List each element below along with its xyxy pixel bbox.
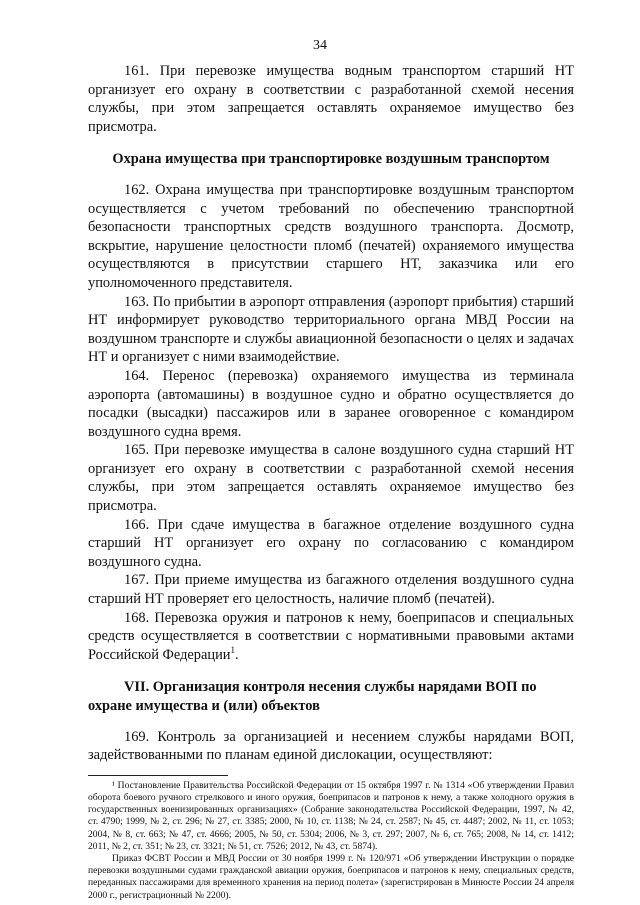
page-number: 34 [313,38,327,53]
footnotes [88,780,574,902]
footnote-reference: 1 [230,645,235,656]
paragraph-166: 166. При сдаче имущества в багажное отделение воздушного судна старший НТ организует его охрану по согласованию с командиром воздушного судна. [88,516,574,570]
paragraph-161: 161. При перевозке имущества водным транспортом старший НТ организует его охрану в соответствии с разработанной схемой несения службы, при этом запрещается оставлять охраняемое имущество без присмотра. [88,63,574,135]
paragraph-168-text: 168. Перевозка оружия и патронов к нему, боеприпасов и специальных средств осуществляется в соответствии с нормативными правовыми актами Российской Федерации [88,609,574,663]
footnote-1-continued: Приказ ФСВТ России и МВД России от 30 ноября 1999 г. № 120/971 «Об утверждении Инструкции о порядке перевозки воздушными судами гражданской авиации оружия, боеприпасов и патронов к нему, специальных средств, переданных пассажирами для временного хранения на период полета» (зарегистрирован в Минюсте России 24 апреля 2000 г., регистрационный № 2200). [88,853,574,901]
footnote-1: ¹ Постановление Правительства Российской Федерации от 15 октября 1997 г. № 1314 «Об утверждении Правил оборота боевого ручного стрелкового и иного оружия, боеприпасов и патронов к нему, а также холодного оружия в государственных военизированных организациях» (Собрание законодательства Российской Федерации, 1997, № 42, ст. 4790; 1999, № 2, ст. 296; № 27, ст. 3385; 2000, № 10, ст. 1138; № 24, ст. 2587; № 45, ст. 4487; 2002, № 11, ст. 1053; 2004, № 8, ст. 663; № 47, ст. 4666; 2005, № 50, ст. 5304; 2006, № 3, ст. 297; 2007, № 6, ст. 765; 2008, № 14, ст. 1412; 2011, № 2, ст. 351; № 23, ст. 3321; № 51, ст. 7526; 2012, № 43, ст. 5874). [88,779,574,852]
paragraph-169: 169. Контроль за организацией и несением службы нарядами ВОП, задействованными по планам единой дислокации, осуществляют: [88,728,574,764]
document-body [88,62,574,902]
footnote-divider [88,775,228,776]
paragraph-168: 168. Перевозка оружия и патронов к нему, боеприпасов и специальных средств осуществляется в соответствии с нормативными правовыми актами Российской Федерации$^1$. [88,609,574,663]
paragraph-164: 164. Перенос (перевозка) охраняемого имущества из терминала аэропорта (автомашины) в воздушное судно и обратно осуществляется до посадки (высадки) пассажиров или в заранее оговоренное с командиром воздушного судна время. [88,367,574,440]
section-heading-air-transport: Охрана имущества при транспортировке воздушным транспортом [112,151,550,168]
chapter-heading-vii: VII. Организация контроля несения службы нарядами ВОП по охране имущества и (или) объектов [88,679,537,714]
paragraph-167: 167. При приеме имущества из багажного отделения воздушного судна старший НТ проверяет его целостность, наличие пломб (печатей). [88,572,574,608]
paragraph-165: 165. При перевозке имущества в салоне воздушного судна старший НТ организует его охрану в соответствии с разработанной схемой несения службы, при этом запрещается оставлять охраняемое имущество без присмотра. [88,442,574,515]
paragraph-163: 163. По прибытии в аэропорт отправления (аэропорт прибытия) старший НТ информирует руководство территориального органа МВД России на воздушном транспорте и службы авиационной безопасности о целях и задачах НТ и организует с ними взаимодействие. [88,293,574,366]
paragraph-162: 162. Охрана имущества при транспортировке воздушным транспортом осуществляется с учетом требований по обеспечению транспортной безопасности транспортных средств воздушного транспорта. Досмотр, вскрытие, нарушение целостности пломб (печатей) охраняемого имущества осуществляются в присутствии старшего НТ, заказчика или его уполномоченного представителя. [88,181,574,291]
